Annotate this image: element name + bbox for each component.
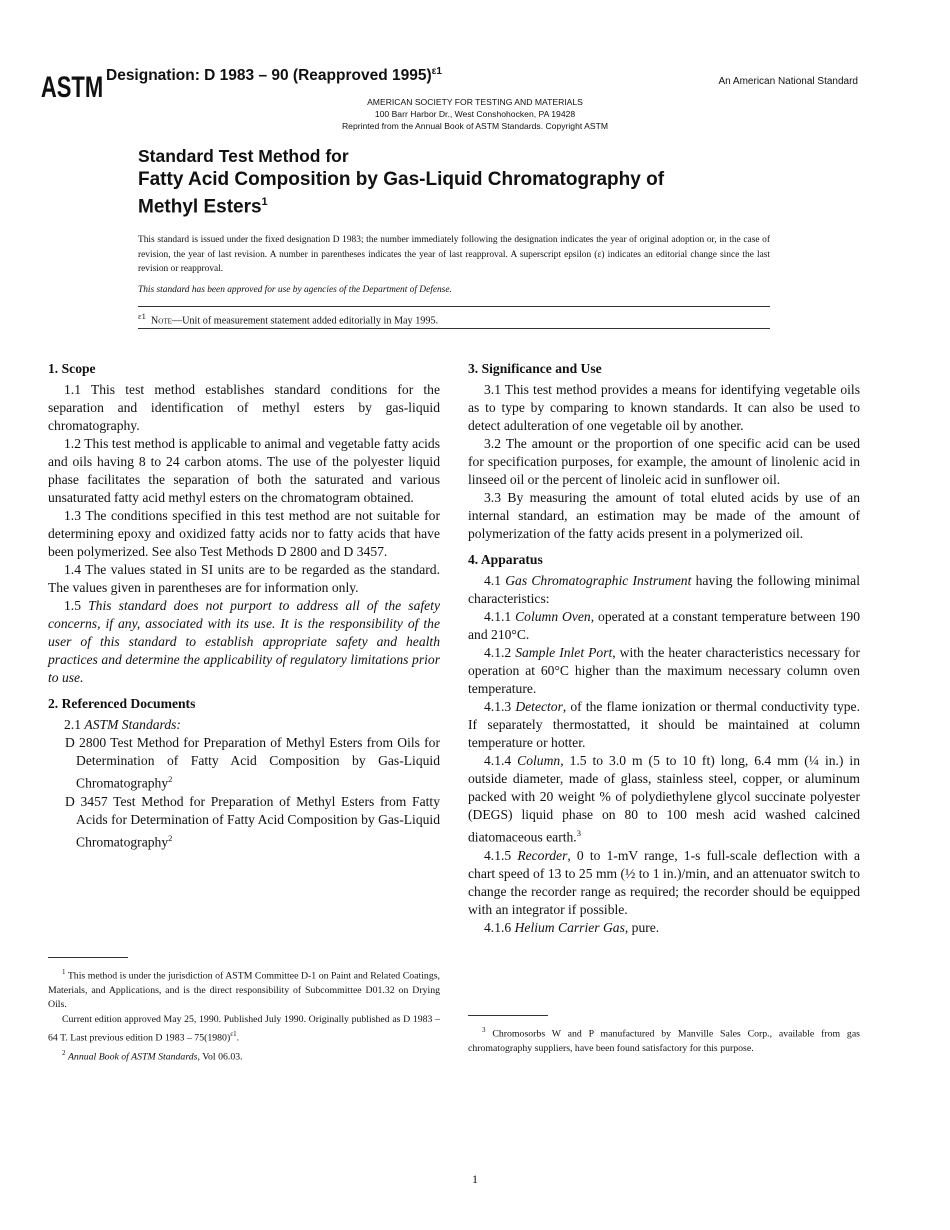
paragraph: 4.1.2 Sample Inlet Port, with the heater characteristics necessary for operation at 60°C higher than the maximum necessary column oven temperature.: [468, 645, 860, 696]
paragraph: 3.1 This test method provides a means for identifying vegetable oils as to type by comparing to known standards. It can also be used to detect adulteration of one vegetable oil by another.: [468, 382, 860, 433]
footnote: $^1$ This method is under the jurisdiction of ASTM Committee D-1 on Paint and Related Coatings, Materials, and Applications, and is the direct responsibility of Subcommittee D01.32 on Drying Oils.: [48, 968, 440, 1011]
reference-item: D 2800 Test Method for Preparation of Methyl Esters from Oils for Determination of Fatty Acid Composition by Gas-Liquid Chromatography$^2$: [65, 735, 440, 791]
paragraph: 4.1.5 Recorder, 0 to 1-mV range, 1-s full-scale deflection with a chart speed of 13 to 25 mm (½ to 1 in.)/min, and an attenuator switch to change the recorder range as required; the recorder should be equipped with an integrator if possible.: [468, 847, 860, 917]
reference-item: D 3457 Test Method for Preparation of Methyl Esters from Fatty Acids for Determination of Fatty Acid Composition by Gas-Liquid Chromatography$^2$: [65, 793, 440, 850]
section-heading: 4. Apparatus: [468, 552, 543, 567]
paragraph: 4.1 Gas Chromatographic Instrument having the following minimal characteristics:: [468, 573, 860, 606]
section-heading: 2. Referenced Documents: [48, 696, 196, 711]
title-footnote-ref: 1: [261, 196, 268, 208]
society-line: AMERICAN SOCIETY FOR TESTING AND MATERIALS: [367, 97, 583, 107]
paragraph: 1.2 This test method is applicable to animal and vegetable fatty acids and oils having 8 to 24 carbon atoms. The use of the polyester liquid phase facilitates the separation of both the saturated and various unsaturated fatty acid methyl esters on the chromatogram obtained.: [48, 436, 440, 505]
paragraph: 4.1.1 Column Oven, operated at a constant temperature between 190 and 210°C.: [468, 609, 860, 642]
section-heading: 3. Significance and Use: [468, 361, 602, 376]
footnote: Current edition approved May 25, 1990. Published July 1990. Originally published as D 1983 – 64 T. Last previous edition D $1983 - 75(1980)^{\varepsilon 1}$.: [48, 1013, 440, 1044]
title-line-1: Standard Test Method for: [138, 146, 349, 166]
paragraph: 1.3 The conditions specified in this test method are not suitable for determining epoxy and oxidized fatty acids nor to fatty acids that have been polymerized. See also Test Methods D 2800 and D 3457.: [48, 508, 440, 559]
editorial-note: [138, 306, 770, 329]
footnote-rule: [48, 957, 128, 958]
designation-main: Designation: D 1983 – 90 (Reapproved 1995): [106, 67, 432, 85]
paragraph: 1.5 This standard does not purport to address all of the safety concerns, if any, associated with its use. It is the responsibility of the user of this standard to establish appropriate safety and health practices and determine the applicability of regulatory limitations prior to use.: [48, 598, 440, 685]
society-block: [0, 96, 950, 132]
title-line-3: Methyl Esters$^1$: [138, 196, 268, 218]
right-column: [468, 360, 860, 937]
paragraph: 3.3 By measuring the amount of total eluted acids by use of an internal standard, an estimation may be made of the amount of polymerization of the fatty acids present in a polymerized oil.: [468, 490, 860, 541]
paragraph: 4.1.6 Helium Carrier Gas, pure.: [484, 919, 660, 935]
paragraph: 4.1.3 Detector, of the flame ionization or thermal conductivity type. If separately thermostatted, it should be maintained at column temperature or hotter.: [468, 699, 860, 750]
society-line: Reprinted from the Annual Book of ASTM Standards. Copyright ASTM: [341, 121, 609, 131]
american-national-standard: An American National Standard: [718, 76, 858, 87]
footnote-rule: [468, 1015, 548, 1016]
paragraph: 4.1.4 Column, 1.5 to 3.0 m (5 to 10 ft) long, 6.4 mm (¼ in.) in outside diameter, made of glass, stainless steel, copper, or aluminum packed with 20 weight % of polydiethylene glycol succinate polyester (DEGS) liquid phase on 80 to 100 mesh acid washed calcined diatomaceous earth.$^3$: [468, 753, 860, 845]
section-heading: 1. Scope: [48, 361, 96, 376]
intro-paragraph: This standard is issued under the fixed designation D 1983; the number immediately following the designation indicates the year of original adoption or, in the case of revision, the year of last revision. A number in parentheses indicates the year of last reapproval. A superscript epsilon (ε) indicates an editorial change since the last revision or reapproval.: [138, 235, 770, 274]
note-label: Note: [150, 315, 172, 327]
title-line-2: Fatty Acid Composition by Gas-Liquid Chromatography of: [138, 169, 665, 190]
note-sup: ε1: [138, 311, 146, 321]
paragraph: 2.1 ASTM Standards:: [64, 717, 181, 732]
astm-logo-text: ASTM: [40, 69, 104, 104]
footnote: $^3$ Chromosorbs W and P manufactured by Manville Sales Corp., available from gas chromatography suppliers, have been found satisfactory for this purpose.: [468, 1026, 860, 1054]
footnote: $^2$ Annual Book of ASTM Standards, Vol 06.03.: [62, 1049, 243, 1063]
designation: [106, 66, 442, 85]
right-footnotes: [468, 1015, 860, 1056]
paragraph: 3.2 The amount or the proportion of one specific acid can be used for specification purposes, for example, the amount of linolenic acid in linseed oil or the percent of linoleic acid in sunflower oil.: [468, 436, 860, 487]
left-footnotes: [48, 957, 440, 1065]
left-column: [48, 360, 440, 851]
note-text: —Unit of measurement statement added editorially in May 1995.: [171, 315, 439, 327]
paragraph: 1.1 This test method establishes standard conditions for the separation and identification of methyl esters by gas-liquid chromatography.: [48, 382, 440, 433]
society-line: 100 Barr Harbor Dr., West Conshohocken, PA 19428: [374, 109, 576, 119]
designation-sup: ε1: [431, 66, 442, 77]
dod-statement: This standard has been approved for use by agencies of the Department of Defense.: [138, 285, 452, 295]
paragraph: 1.4 The values stated in SI units are to be regarded as the standard. The values given in parentheses are for information only.: [48, 562, 440, 595]
page-number: 1: [472, 1172, 478, 1186]
document-title: [138, 145, 778, 218]
